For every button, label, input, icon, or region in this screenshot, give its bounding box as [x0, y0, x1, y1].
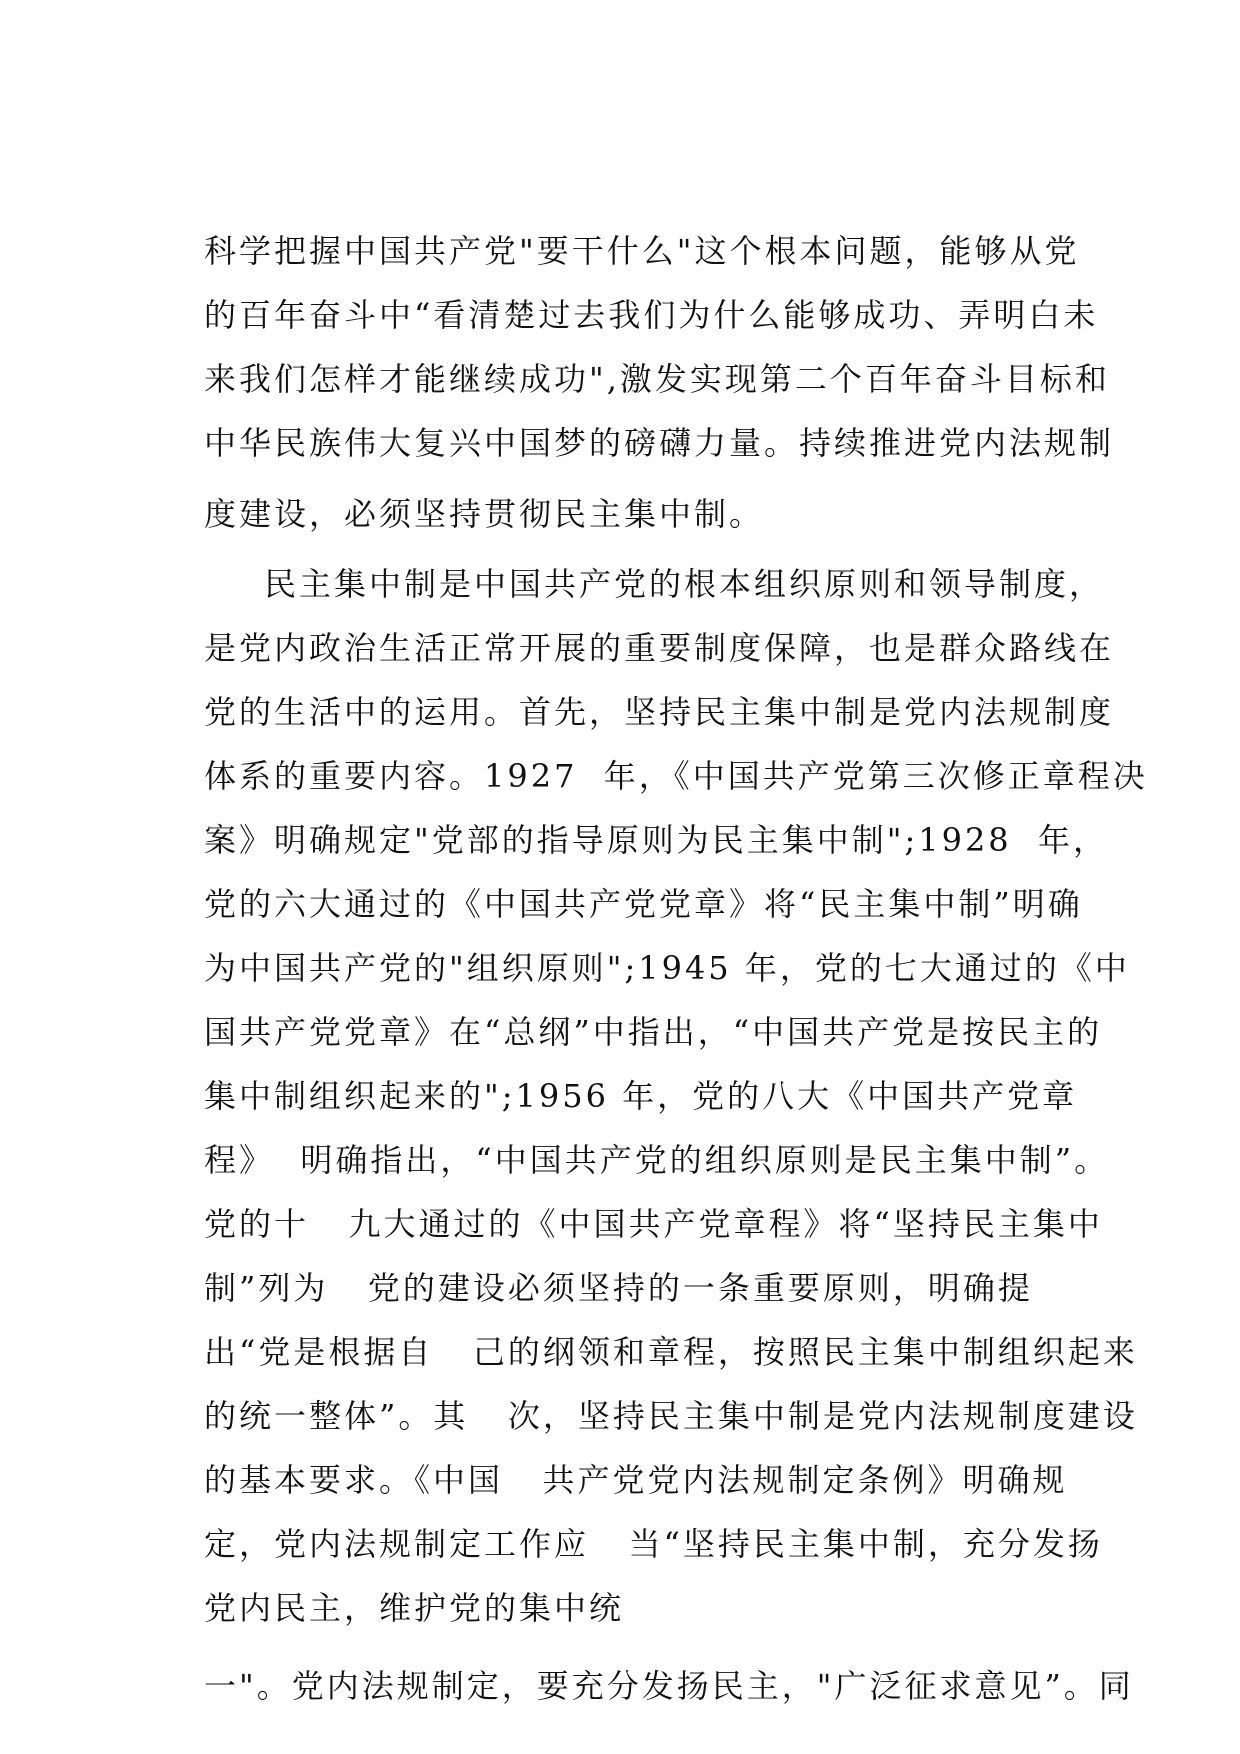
text-line: 定，党内法规制定工作应 当“坚持民主集中制，充分发扬: [204, 1525, 1103, 1563]
text-line: 国共产党党章》在“总纲”中指出，“中国共产党是按民主的: [204, 1013, 1103, 1051]
text-line: 是党内政治生活正常开展的重要制度保障，也是群众路线在: [204, 629, 1115, 667]
text-line: 为中国共产党的"组织原则";1945 年，党的七大通过的《中: [204, 949, 1130, 987]
text-line: 的百年奋斗中“看清楚过去我们为什么能够成功、弄明白未: [204, 296, 1099, 334]
text-line: 的基本要求。《中国 共产党党内法规制定条例》明确规: [204, 1461, 1068, 1499]
text-line: 来我们怎样才能继续成功",激发实现第二个百年奋斗目标和: [204, 360, 1110, 398]
text-line: 制”列为 党的建设必须坚持的一条重要原则，明确提: [204, 1269, 1033, 1307]
text-line: 程》 明确指出，“中国共产党的组织原则是民主集中制”。: [204, 1141, 1110, 1179]
text-line: 集中制组织起来的";1956 年，党的八大《中国共产党章: [204, 1077, 1078, 1115]
text-line: 科学把握中国共产党"要干什么"这个根本问题，能够从党: [204, 232, 1080, 270]
text-line: 中华民族伟大复兴中国梦的磅礴力量。持续推进党内法规制: [204, 424, 1115, 462]
text-line: 党的十 九大通过的《中国共产党章程》将“坚持民主集中: [204, 1205, 1103, 1243]
text-line: 体系的重要内容。1927 年，《中国共产党第三次修正章程决: [204, 757, 1148, 795]
text-line: 出“党是根据自 己的纲领和章程，按照民主集中制组织起来: [204, 1333, 1138, 1371]
text-line: 一"。党内法规制定，要充分发扬民主，"广泛征求意见”。同: [204, 1667, 1134, 1705]
text-line: 度建设，必须坚持贯彻民主集中制。: [204, 495, 765, 533]
text-line: 党内民主，维护党的集中统: [204, 1589, 625, 1627]
text-line: 党的生活中的运用。首先，坚持民主集中制是党内法规制度: [204, 693, 1115, 731]
text-line: 党的六大通过的《中国共产党党章》将“民主集中制”明确: [204, 885, 1083, 923]
text-line: 案》明确规定"党部的指导原则为民主集中制";1928 年，: [204, 821, 1109, 859]
text-line: 的统一整体”。其 次，坚持民主集中制是党内法规制度建设: [204, 1397, 1138, 1435]
paragraph-first-line: 民主集中制是中国共产党的根本组织原则和领导制度，: [264, 565, 1105, 603]
